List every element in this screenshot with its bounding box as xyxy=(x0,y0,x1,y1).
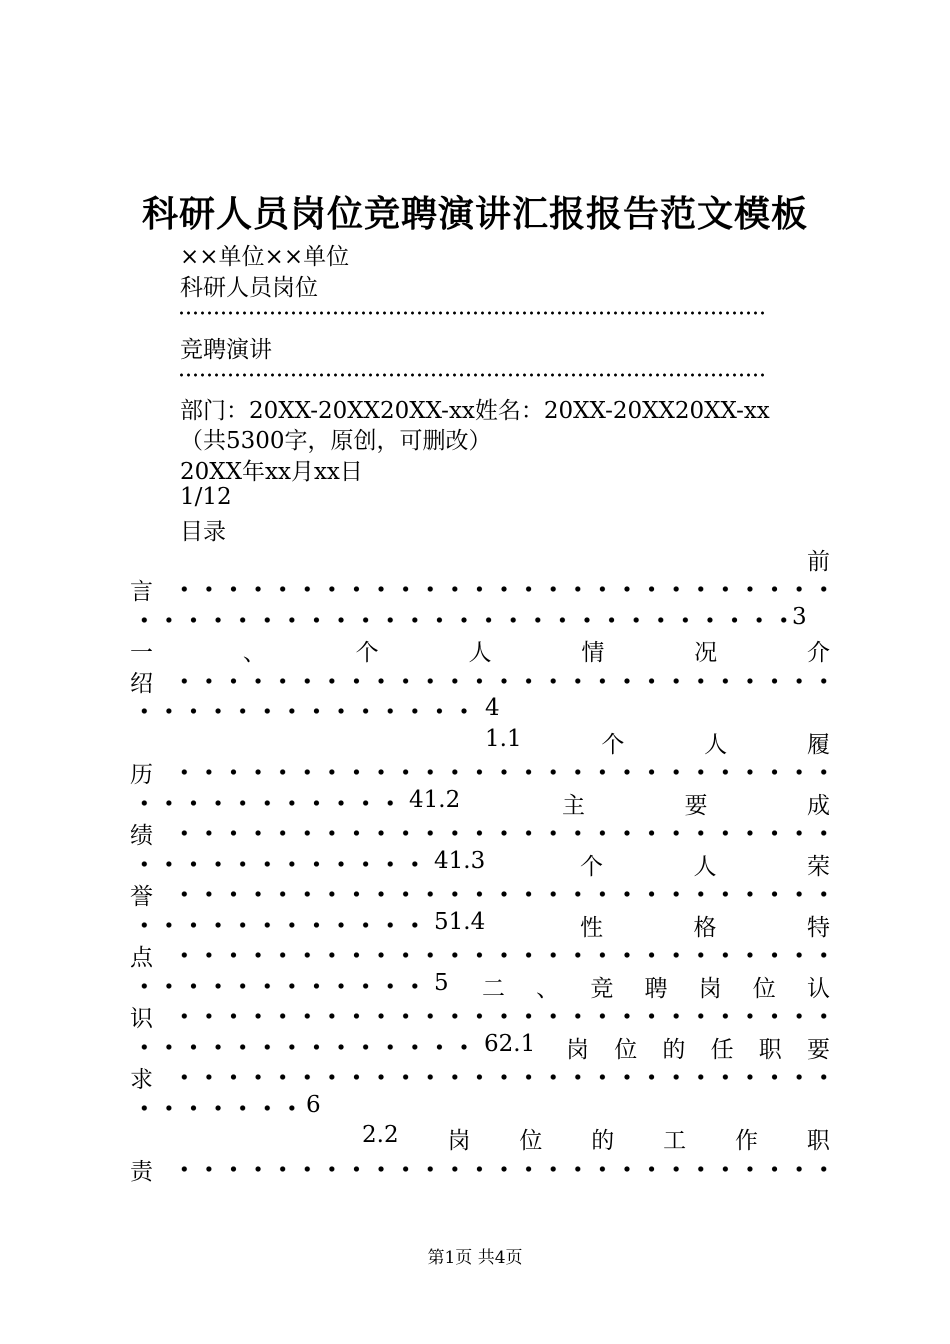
dotted-separator xyxy=(178,311,768,315)
toc-text: 誉 xyxy=(130,884,153,910)
toc-entry-spread xyxy=(485,726,830,759)
toc-page: 51.4 xyxy=(434,909,486,935)
toc-text: 竞 xyxy=(590,976,614,1002)
toc-text: 职 xyxy=(758,1037,782,1063)
word-count-line: （共5300字，原创，可删改） xyxy=(180,428,492,454)
toc-row xyxy=(130,939,830,969)
toc-text: 求 xyxy=(130,1067,153,1093)
toc-leader-dots xyxy=(130,800,406,806)
toc-page: 41.3 xyxy=(434,848,486,874)
toc-leader-dots xyxy=(170,678,830,684)
toc-text: 介 xyxy=(806,640,830,666)
toc-text: 工 xyxy=(663,1128,687,1154)
toc-row xyxy=(130,756,830,786)
toc-text: 人 xyxy=(468,640,492,666)
toc-row xyxy=(130,1061,830,1091)
dotted-separator xyxy=(178,373,768,377)
toc-text: 点 xyxy=(130,945,153,971)
toc-text: 人 xyxy=(704,732,728,758)
toc-text: 一 xyxy=(130,640,153,666)
toc-text: 识 xyxy=(130,1006,153,1032)
toc-text: 职 xyxy=(806,1128,830,1154)
toc-row xyxy=(130,1153,830,1183)
toc-text: 历 xyxy=(130,762,153,788)
toc-entry-spread xyxy=(580,848,830,881)
toc-leader-dots xyxy=(170,1166,830,1172)
toc-text: 作 xyxy=(735,1128,759,1154)
toc-text: 任 xyxy=(710,1037,734,1063)
document-title: 科研人员岗位竞聘演讲汇报报告范文模板 xyxy=(141,193,808,235)
toc-page: 62.1 xyxy=(484,1031,536,1057)
toc-text: 二 xyxy=(482,976,505,1002)
position-line: 科研人员岗位 xyxy=(180,275,318,301)
toc-row xyxy=(130,1092,830,1122)
toc-entry-spread xyxy=(130,634,830,667)
speech-line: 竞聘演讲 xyxy=(180,337,272,363)
toc-text: 的 xyxy=(662,1037,686,1063)
toc-leader-dots xyxy=(130,983,430,989)
toc-row xyxy=(130,787,830,817)
toc-row xyxy=(130,1031,830,1061)
toc-row xyxy=(130,573,830,603)
unit-line: ××单位××单位 xyxy=(180,244,350,270)
toc-text: 言 xyxy=(130,579,153,605)
toc-page: 41.2 xyxy=(409,787,461,813)
toc-leader-dots xyxy=(170,1013,830,1019)
toc-page: 4 xyxy=(485,695,500,721)
toc-text: 的 xyxy=(591,1128,615,1154)
toc-text: 个 xyxy=(580,854,603,880)
toc-text: 性 xyxy=(580,915,603,941)
toc-text: 2.2 xyxy=(362,1122,399,1148)
toc-row xyxy=(130,726,830,756)
toc-leader-dots xyxy=(130,922,430,928)
toc-text: 、 xyxy=(242,640,266,666)
toc-text: 要 xyxy=(684,793,708,819)
toc-leader-dots xyxy=(130,617,790,623)
toc-leader-dots xyxy=(170,769,830,775)
toc-leader-dots xyxy=(130,1105,302,1111)
toc-text: 荣 xyxy=(807,854,830,880)
dept-name-line: 部门：20XX-20XX20XX-xx姓名：20XX-20XX20XX-xx xyxy=(180,398,770,424)
toc-text: 岗 xyxy=(698,976,722,1002)
toc-text: 责 xyxy=(130,1159,153,1185)
toc-text: 、 xyxy=(536,976,560,1002)
toc-text: 特 xyxy=(807,915,830,941)
toc-text: 1.1 xyxy=(485,726,522,752)
toc-row xyxy=(130,1122,830,1152)
toc-text: 人 xyxy=(693,854,717,880)
toc-text: 认 xyxy=(806,976,830,1002)
toc-heading: 目录 xyxy=(180,519,226,545)
toc-text: 履 xyxy=(806,732,830,758)
toc-row xyxy=(130,909,830,939)
toc-leader-dots xyxy=(130,861,430,867)
toc-text: 况 xyxy=(694,640,718,666)
toc-text: 岗 xyxy=(447,1128,471,1154)
toc-text: 主 xyxy=(562,793,585,819)
toc-row xyxy=(130,848,830,878)
toc-leader-dots xyxy=(130,708,482,714)
toc-row xyxy=(130,970,830,1000)
toc-text: 聘 xyxy=(644,976,668,1002)
toc-row xyxy=(130,695,830,725)
toc-leader-dots xyxy=(130,1044,480,1050)
toc-entry-spread xyxy=(566,1031,830,1064)
date-line: 20XX年xx月xx日 xyxy=(180,459,363,485)
toc-text: 个 xyxy=(355,640,379,666)
toc-row xyxy=(130,1000,830,1030)
toc-text: 岗 xyxy=(566,1037,589,1063)
toc-row xyxy=(130,665,830,695)
toc-row xyxy=(130,634,830,664)
toc-row xyxy=(130,604,830,634)
toc-text: 个 xyxy=(601,732,625,758)
toc-text: 位 xyxy=(752,976,776,1002)
toc-page: 6 xyxy=(306,1092,321,1118)
toc-entry-spread xyxy=(482,970,830,1003)
toc-entry-spread xyxy=(562,787,830,820)
toc-entry-spread xyxy=(580,909,830,942)
toc-text: 绩 xyxy=(130,823,153,849)
toc-text: 位 xyxy=(519,1128,543,1154)
toc-text: 成 xyxy=(807,793,830,819)
toc-leader-dots xyxy=(170,1074,830,1080)
page-footer: 第1页 共4页 xyxy=(427,1248,523,1268)
toc-leader-dots xyxy=(170,952,830,958)
toc-text: 绍 xyxy=(130,671,153,697)
toc-leader-dots xyxy=(170,586,830,592)
toc-page: 5 xyxy=(434,970,449,996)
toc-text: 情 xyxy=(581,640,605,666)
toc-row xyxy=(130,817,830,847)
toc-row xyxy=(130,878,830,908)
toc-text: 要 xyxy=(806,1037,830,1063)
toc-entry-spread xyxy=(362,1122,830,1155)
toc-text: 前 xyxy=(807,549,830,575)
toc-text: 位 xyxy=(614,1037,638,1063)
toc-leader-dots xyxy=(170,891,830,897)
toc-leader-dots xyxy=(170,830,830,836)
toc-page: 3 xyxy=(792,604,807,630)
toc-text: 格 xyxy=(693,915,717,941)
page-index-line: 1/12 xyxy=(180,484,232,510)
toc-row xyxy=(130,543,830,573)
